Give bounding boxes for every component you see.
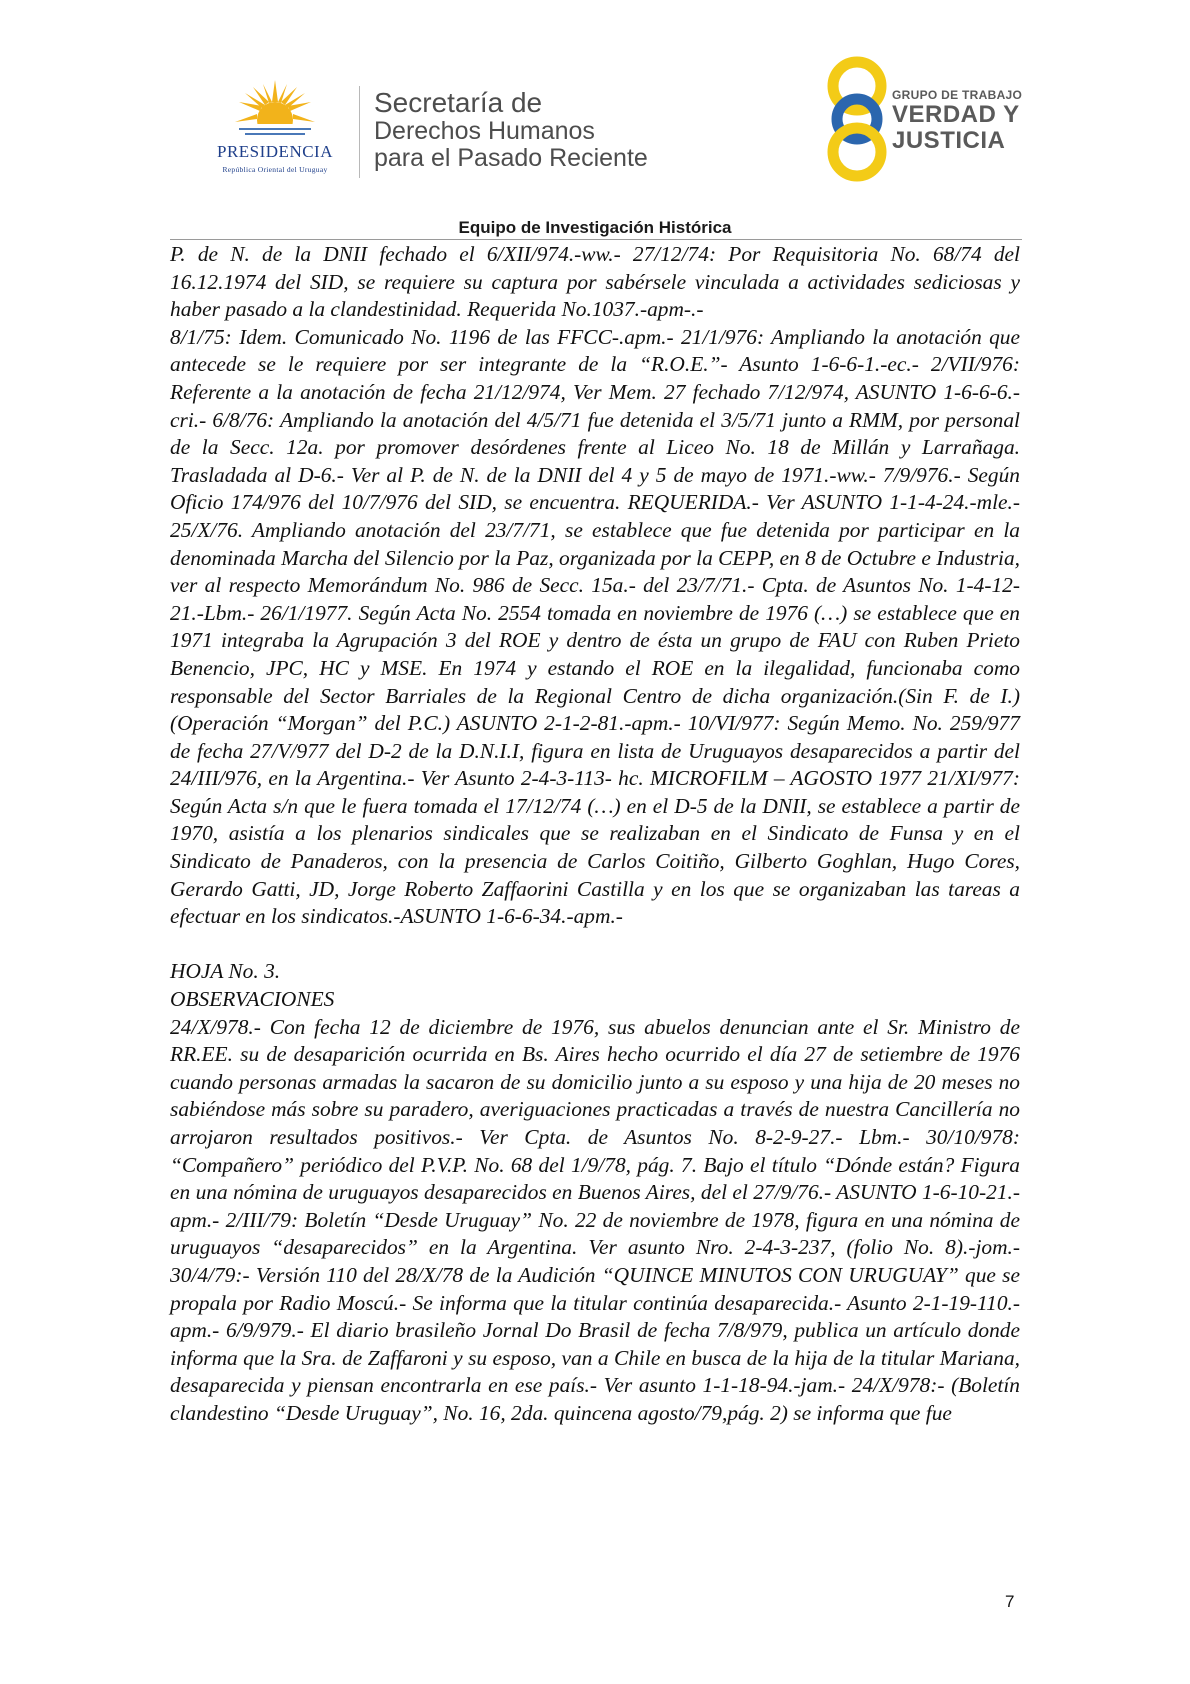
header-divider [359,86,360,178]
body-paragraph-1: P. de N. de la DNII fechado el 6/XII/974.-ww.- 27/12/74: Por Requisitoria No. 68/74 del 16.12.1974 del SID, se requiere su captura por sabérsele vinculada a actividades sediciosas y haber pasado a la clandestinidad. Requerida No.1037.-apm-.- [170,242,1020,322]
justicia-label: JUSTICIA [892,127,1006,154]
presidencia-subtitle: República Oriental del Uruguay [222,165,328,174]
secretaria-line1: Secretaría de [374,87,543,118]
observaciones-heading: OBSERVACIONES [170,987,335,1012]
paragraph-spacer [170,931,1020,959]
secretaria-logo-text [374,88,648,172]
secretaria-line2: Derechos Humanos [374,117,595,145]
verdad-justicia-logo-icon [817,56,897,182]
presidencia-logo [195,78,355,188]
header-rule [170,239,1022,240]
page-number: 7 [1005,1592,1015,1611]
verdad-label: VERDAD Y [892,101,1020,128]
verdad-justicia-text [892,88,1022,154]
document-body [170,241,1020,1428]
presidencia-name: PRESIDENCIA [216,142,333,161]
body-paragraph-3: 24/X/978.- Con fecha 12 de diciembre de 1976, sus abuelos denuncian ante el Sr. Ministro de RR.EE. su de desaparición ocurrida en Bs. Aires hecho ocurrido el día 27 de setiembre de 1976 cuando personas armadas la sacaron de su domicilio junto a su esposo y una hija de 20 meses no sabiéndose más sobre su paradero, averiguaciones practicadas a través de nuestra Cancillería no arrojaron resultados positivos.- Ver Cpta. de Asuntos No. 8-2-9-27.- Lbm.- 30/10/978: “Compañero” periódico del P.V.P. No. 68 del 1/9/78, pág. 7. Bajo el título “Dónde están? Figura en una nómina de uruguayos desaparecidos en Buenos Aires, del el 27/9/76.- ASUNTO 1-6-10-21.- apm.- 2/III/79: Boletín “Desde Uruguay” No. 22 de noviembre de 1978, figura en una nómina de uruguayos “desaparecidos” en la Argentina. Ver asunto Nro. 2-4-3-237, (folio No. 8).-jom.- 30/4/79:- Versión 110 del 28/X/78 de la Audición “QUINCE MINUTOS CON URUGUAY” que se propala por Radio Moscú.- Se informa que la titular continúa desaparecida.- Asunto 2-1-19-110.-apm.- 6/9/979.- El diario brasileño Jornal Do Brasil de fecha 7/8/979, publica un artículo donde informa que la Sra. de Zaffaroni y su esposo, van a Chile en busca de la hija de la titular Mariana, desaparecida y piensan encontrarla en ese país.- Ver asunto 1-1-18-94.-jam.- 24/X/978:- (Boletín clandestino “Desde Uruguay”, No. 16, 2da. quincena agosto/79,pág. 2) se informa que fue [170,1014,1020,1425]
secretaria-line3: para el Pasado Reciente [374,144,648,172]
team-title: Equipo de Investigación Histórica [458,218,732,237]
body-paragraph-2: 8/1/75: Idem. Comunicado No. 1196 de las FFCC-.apm.- 21/1/976: Ampliando la anotación que antecede se le requiere por ser integrante de la “R.O.E.”- Asunto 1-6-6-1.-ec.- 2/VII/976: Referente a la anotación de fecha 21/12/974, Ver Mem. 27 fechado 7/12/974, ASUNTO 1-6-6-6.-cri.- 6/8/76: Ampliando la anotación del 4/5/71 fue detenida el 3/5/71 junto a RMM, por personal de la Secc. 12a. por promover desórdenes frente al Liceo No. 18 de Millán y Larrañaga. Trasladada al D-6.- Ver al P. de N. de la DNII del 4 y 5 de mayo de 1971.-ww.- 7/9/976.- Según Oficio 174/976 del 10/7/976 del SID, se encuentra. REQUERIDA.- Ver ASUNTO 1-1-4-24.-mle.- 25/X/76. Ampliando anotación del 23/7/71, se establece que fue detenida por participar en la denominada Marcha del Silencio por la Paz, organizada por la CEPP, en 8 de Octubre e Industria, ver al respecto Memorándum No. 986 de Secc. 15a.- del 23/7/71.- Cpta. de Asuntos No. 1-4-12-21.-Lbm.- 26/1/1977. Según Acta No. 2554 tomada en noviembre de 1976 (…) se establece que en 1971 integraba la Agrupación 3 del ROE y dentro de ésta un grupo de FAU con Ruben Prieto Benencio, JPC, HC y MSE. En 1974 y estando el ROE en la ilegalidad, funcionaba como responsable del Sector Barriales de la Regional Centro de dicha organización.(Sin F. de I.) (Operación “Morgan” del P.C.) ASUNTO 2-1-2-81.-apm.- 10/VI/977: Según Memo. No. 259/977 de fecha 27/V/977 del D-2 de la D.N.I.I, figura en lista de Uruguayos desaparecidos a partir del 24/III/976, en la Argentina.- Ver Asunto 2-4-3-113- hc. MICROFILM – AGOSTO 1977 21/XI/977: Según Acta s/n que le fuera tomada el 17/12/74 (…) en el D-5 de la DNII, se establece a partir de 1970, asistía a los plenarios sindicales que se realizaban en el Sindicato de Funsa y en el Sindicato de Panaderos, con la presencia de Carlos Coitiño, Gilberto Goghlan, Hugo Cores, Gerardo Gatti, JD, Jorge Roberto Zaffaorini Castilla y en los que se organizaban las tareas a efectuar en los sindicatos.-ASUNTO 1-6-6-34.-apm.- [170,324,1020,929]
sun-emblem-icon [233,78,317,140]
page-header [0,0,1190,215]
hoja-heading: HOJA No. 3. [170,959,281,984]
grupo-label: GRUPO DE TRABAJO [892,88,1023,102]
